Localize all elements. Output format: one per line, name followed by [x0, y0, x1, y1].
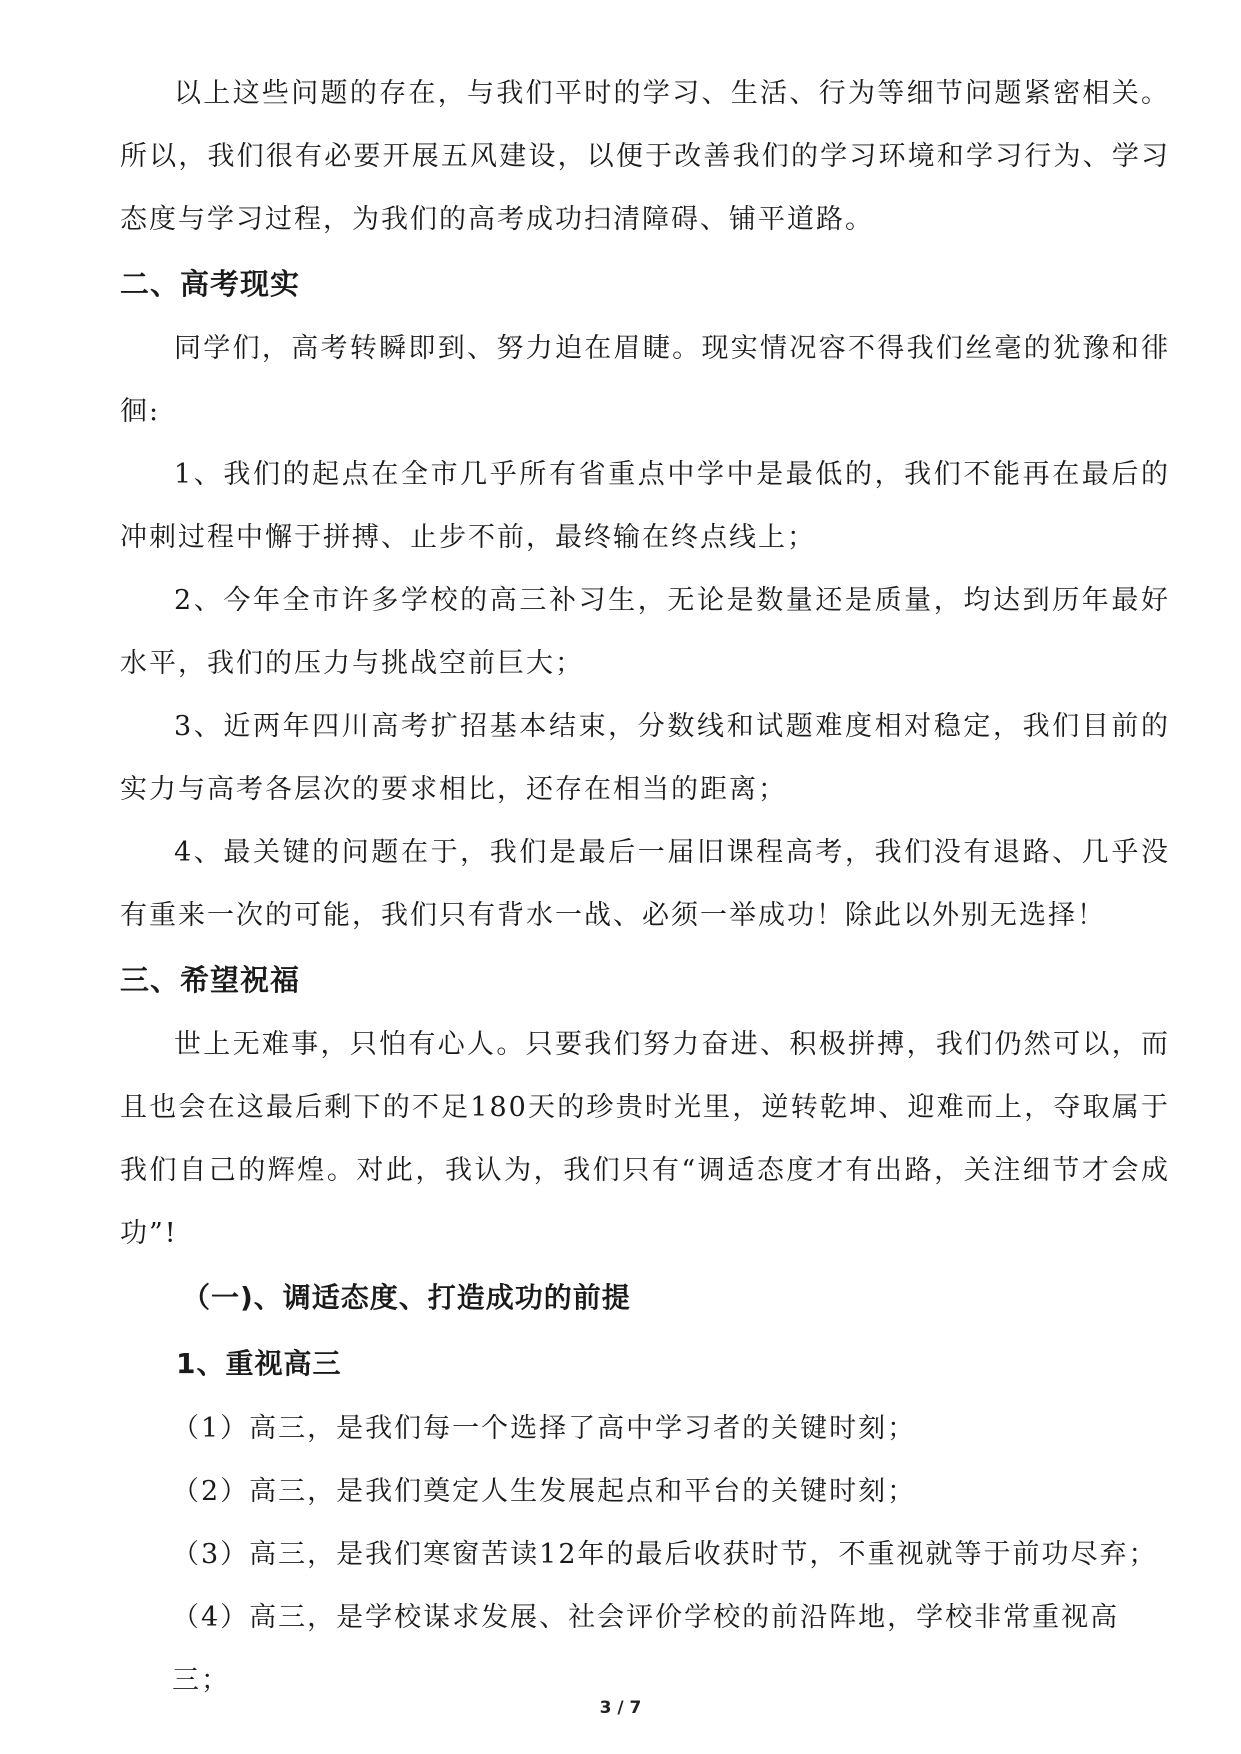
reality-intro-paragraph: 同学们，高考转瞬即到、努力迫在眉睫。现实情况容不得我们丝毫的犹豫和徘徊:: [120, 333, 1170, 427]
document-body: [120, 62, 1170, 1712]
list-item: （2）高三，是我们奠定人生发展起点和平台的关键时刻；: [172, 1476, 917, 1507]
reality-point-2: 2、今年全市许多学校的高三补习生，无论是数量还是质量，均达到历年最好水平，我们的压力与挑战空前巨大；: [120, 585, 1170, 679]
section-heading-wishes: 三、希望祝福: [120, 963, 301, 997]
wishes-paragraph: 世上无难事，只怕有心人。只要我们努力奋进、积极拼搏，我们仍然可以，而且也会在这最后剩下的不足180天的珍贵时光里，逆转乾坤、迎难而上，夺取属于我们自己的辉煌。对此，我认为，我们只有“调适态度才有出路，关注细节才会成功”!: [120, 1029, 1170, 1249]
page-number: 3 / 7: [599, 1698, 642, 1718]
list-item: （4）高三，是学校谋求发展、社会评价学校的前沿阵地，学校非常重视高三；: [172, 1602, 1120, 1696]
reality-point-1: 1、我们的起点在全市几乎所有省重点中学中是最低的，我们不能再在最后的冲刺过程中懈于拼搏、止步不前，最终输在终点线上；: [120, 459, 1170, 553]
subheading-attitude: （一)、调适态度、打造成功的前提: [182, 1281, 631, 1314]
reality-point-4: 4、最关键的问题在于，我们是最后一届旧课程高考，我们没有退路、几乎没有重来一次的可能，我们只有背水一战、必须一举成功！除此以外别无选择！: [120, 837, 1170, 931]
reality-point-3: 3、近两年四川高考扩招基本结束，分数线和试题难度相对稳定，我们目前的实力与高考各层次的要求相比，还存在相当的距离；: [120, 711, 1170, 805]
list-item: （1）高三，是我们每一个选择了高中学习者的关键时刻；: [172, 1413, 917, 1444]
section-heading-reality: 二、高考现实: [120, 267, 301, 301]
list-item: （3）高三，是我们寒窗苦读12年的最后收获时节，不重视就等于前功尽弃；: [172, 1539, 1158, 1570]
subheading-value-senior-year: 1、重视高三: [176, 1347, 342, 1380]
intro-paragraph: 以上这些问题的存在，与我们平时的学习、生活、行为等细节问题紧密相关。所以，我们很有必要开展五风建设，以便于改善我们的学习环境和学习行为、学习态度与学习过程，为我们的高考成功扫清障碍、铺平道路。: [120, 78, 1170, 235]
